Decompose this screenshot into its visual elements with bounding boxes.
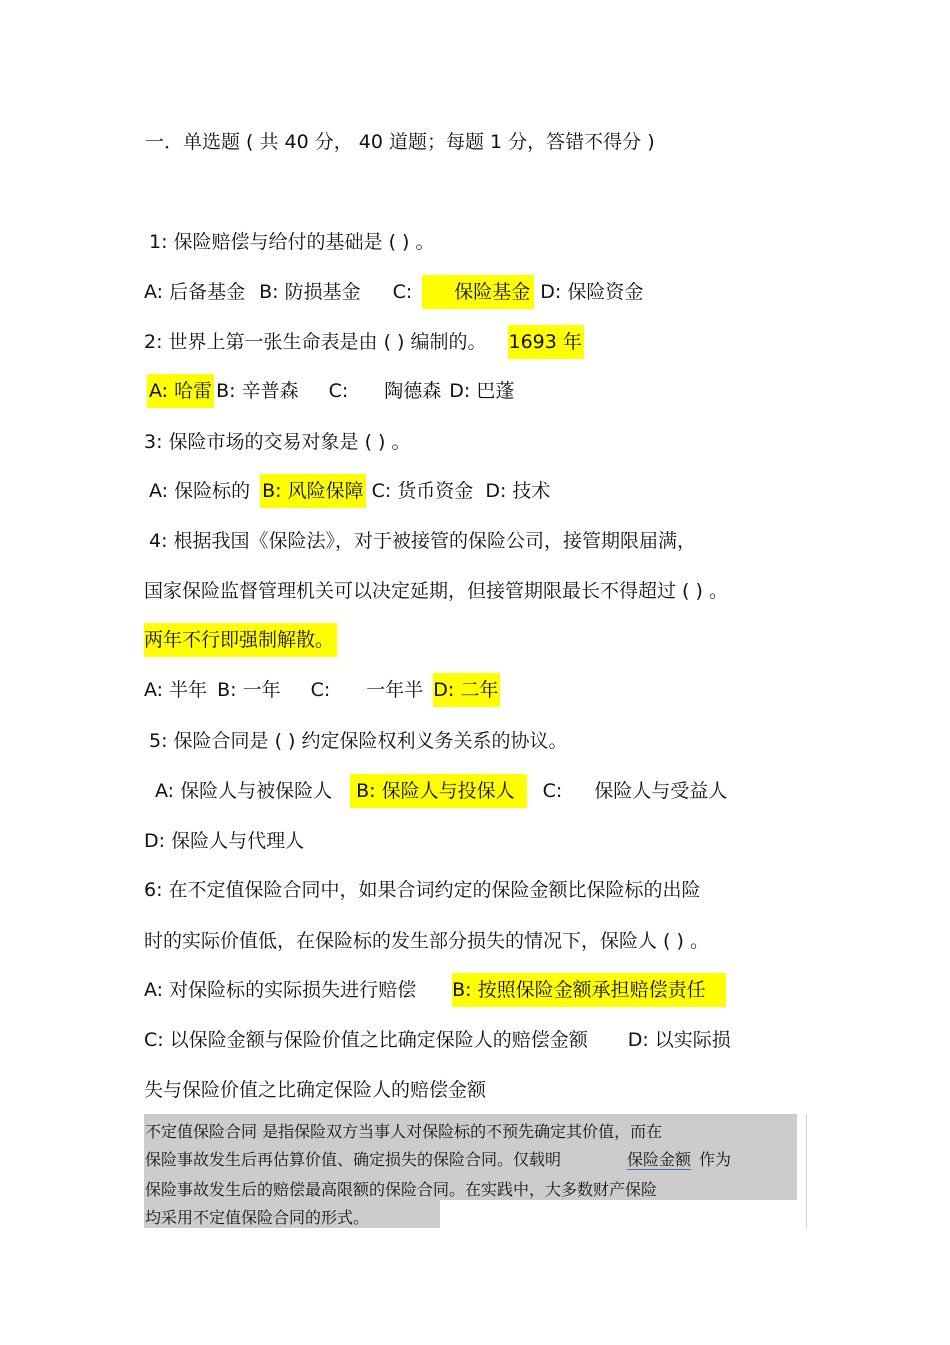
question-1-stem: 1: 保险赔偿与给付的基础是 ( ) 。 bbox=[149, 231, 435, 253]
question-4-stem-1: 4: 根据我国《保险法》，对于被接管的保险公司，接管期限届满， bbox=[149, 530, 697, 552]
option-3c: C: 货币资金 bbox=[371, 480, 474, 502]
question-2-stem-row bbox=[144, 330, 584, 354]
option-4c: 一年半 bbox=[366, 679, 424, 701]
option-1a: A: 后备基金 bbox=[144, 281, 246, 303]
option-1b: B: 防损基金 bbox=[259, 281, 361, 303]
option-5a: A: 保险人与被保险人 bbox=[155, 780, 333, 802]
note-line-4: 均采用不定值保险合同的形式。 bbox=[145, 1208, 370, 1227]
option-2a-answer-highlight: A: 哈雷 bbox=[147, 374, 214, 408]
option-3b-answer-highlight: B: 风险保障 bbox=[260, 474, 365, 508]
note-line-2 bbox=[145, 1150, 731, 1170]
option-6d-part-2: 失与保险价值之比确定保险人的赔偿金额 bbox=[144, 1079, 487, 1101]
option-3a: A: 保险标的 bbox=[149, 480, 251, 502]
option-1d: D: 保险资金 bbox=[540, 281, 644, 303]
option-3d: D: 技术 bbox=[485, 480, 551, 502]
option-1c-label: C: bbox=[392, 281, 413, 303]
question-6-stem-2: 时的实际价值低，在保险标的发生部分损失的情况下，保险人 ( ) 。 bbox=[144, 930, 709, 952]
section-title: 一．单选题 ( 共 40 分， 40 道题；每题 1 分，答错不得分 ) bbox=[145, 131, 655, 153]
note-line-1: 不定值保险合同 是指保险双方当事人对保险标的不预先确定其价值，而在 bbox=[145, 1122, 663, 1141]
option-2d: D: 巴蓬 bbox=[449, 380, 515, 402]
question-4-options bbox=[144, 678, 500, 702]
question-5-options bbox=[155, 779, 727, 803]
option-4d-answer-highlight: D: 二年 bbox=[433, 673, 500, 707]
option-4a: A: 半年 bbox=[144, 679, 208, 701]
option-5c: 保险人与受益人 bbox=[594, 780, 728, 802]
note-right-rule bbox=[806, 1114, 807, 1228]
question-3-options bbox=[149, 479, 550, 503]
option-1c-answer-highlight: 保险基金 bbox=[422, 275, 534, 309]
option-6d-part-1: D: 以实际损 bbox=[627, 1029, 731, 1051]
note-line-2-start: 保险事故发生后再估算价值、确定损失的保险合同。仅载明 bbox=[145, 1150, 562, 1169]
question-6-stem-1: 6: 在不定值保险合同中，如果合词约定的保险金额比保险标的出险 bbox=[144, 879, 701, 901]
question-1-options bbox=[144, 280, 643, 304]
option-4c-label: C: bbox=[310, 679, 331, 701]
option-2c-label: C: bbox=[328, 380, 349, 402]
note-line-3: 保险事故发生后的赔偿最高限额的保险合同。在实践中，大多数财产保险 bbox=[145, 1180, 658, 1199]
question-2-note-highlight: 1693 年 bbox=[508, 325, 583, 359]
question-4-note bbox=[144, 628, 337, 652]
option-6b-answer-highlight: B: 按照保险金额承担赔偿责任 bbox=[452, 973, 725, 1007]
option-4b: B: 一年 bbox=[217, 679, 281, 701]
question-3-stem: 3: 保险市场的交易对象是 ( ) 。 bbox=[144, 431, 411, 453]
option-5d: D: 保险人与代理人 bbox=[144, 830, 305, 852]
note-link-insured-amount[interactable]: 保险金额 bbox=[627, 1150, 692, 1169]
question-2-stem: 2: 世界上第一张生命表是由 ( ) 编制的。 bbox=[144, 331, 487, 353]
note-line-2-end: 作为 bbox=[699, 1150, 732, 1169]
option-2b: B: 辛普森 bbox=[216, 380, 299, 402]
option-5b-answer-highlight: B: 保险人与投保人 bbox=[350, 774, 526, 808]
question-4-stem-2: 国家保险监督管理机关可以决定延期，但接管期限最长不得超过 ( ) 。 bbox=[144, 580, 728, 602]
option-5c-label: C: bbox=[542, 780, 563, 802]
question-4-note-highlight: 两年不行即强制解散。 bbox=[144, 623, 337, 657]
option-2c: 陶德森 bbox=[384, 380, 442, 402]
question-5-stem: 5: 保险合同是 ( ) 约定保险权利义务关系的协议。 bbox=[149, 730, 568, 752]
question-6-options-cd bbox=[144, 1028, 731, 1052]
question-2-options bbox=[147, 379, 514, 403]
option-6a: A: 对保险标的实际损失进行赔偿 bbox=[144, 979, 417, 1001]
option-6c: C: 以保险金额与保险价值之比确定保险人的赔偿金额 bbox=[144, 1029, 588, 1051]
question-6-options-ab bbox=[144, 978, 726, 1002]
